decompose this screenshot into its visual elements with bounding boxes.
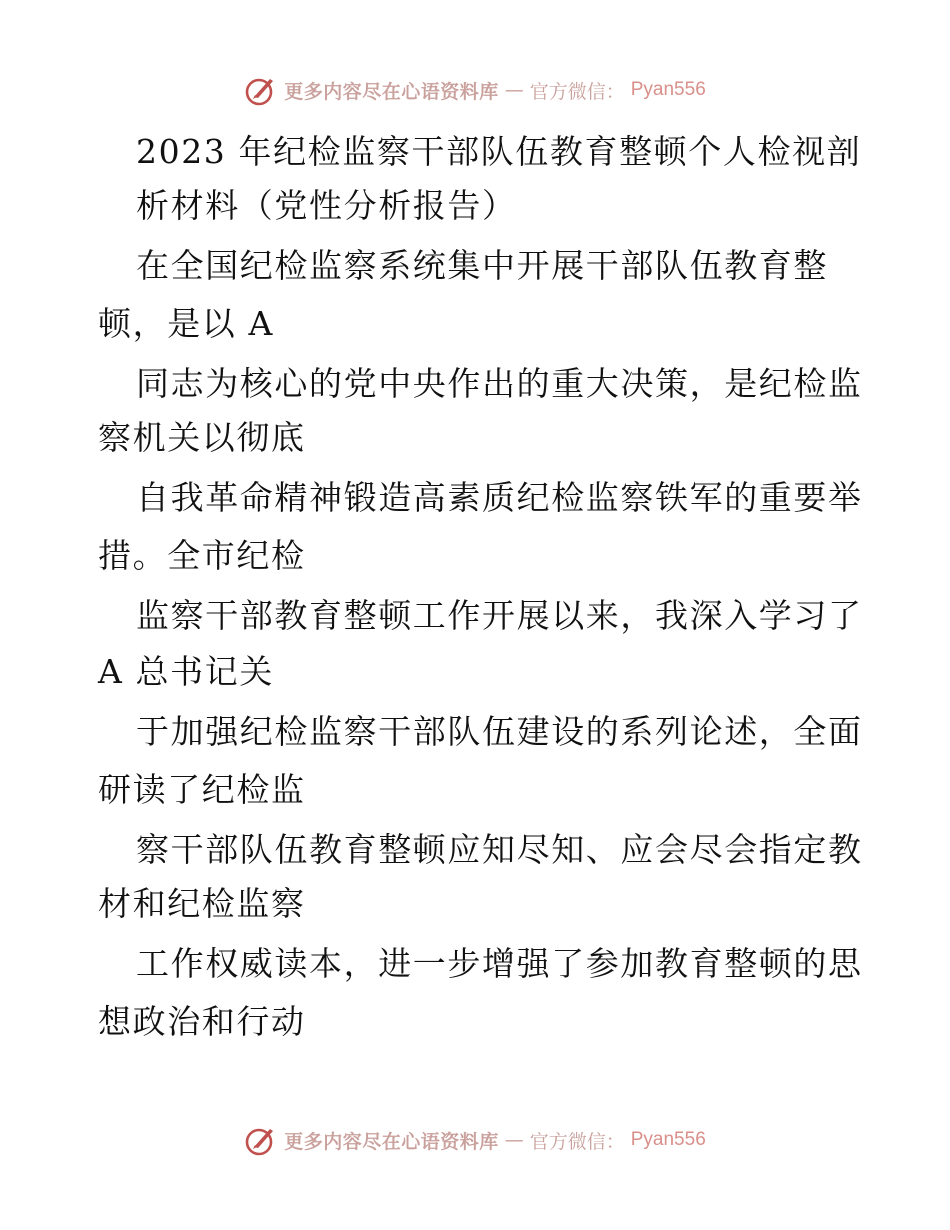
watermark-separator: — <box>504 79 524 101</box>
quill-logo-icon <box>244 73 278 107</box>
paragraph-line: 自我革命精神锻造高素质纪检监察铁军的重要举 <box>136 478 863 517</box>
paragraph-line: 想政治和行动 <box>98 1002 306 1041</box>
header-watermark <box>0 70 950 110</box>
document-title-line-2: 析材料（党性分析报告） <box>136 186 517 225</box>
document-title-line-1: 2023 年纪检监察干部队伍教育整顿个人检视剖 <box>136 132 862 171</box>
paragraph-line: 研读了纪检监 <box>98 770 306 809</box>
paragraph-line: 察干部队伍教育整顿应知尽知、应会尽会指定教 <box>136 830 863 869</box>
paragraph-line: 工作权威读本，进一步增强了参加教育整顿的思 <box>136 944 863 983</box>
watermark-contact-label: 官方微信： <box>529 1130 625 1153</box>
watermark-brand: 更多内容尽在心语资料库 <box>284 80 499 103</box>
watermark-contact-label: 官方微信： <box>529 80 625 103</box>
watermark-wechat-id: Pyan556 <box>630 1129 706 1150</box>
quill-logo-icon <box>244 1123 278 1157</box>
paragraph-line: 同志为核心的党中央作出的重大决策，是纪检监 <box>136 364 863 403</box>
watermark-brand: 更多内容尽在心语资料库 <box>284 1130 499 1153</box>
paragraph-line: A 总书记关 <box>98 652 274 691</box>
paragraph-line: 察机关以彻底 <box>98 418 306 457</box>
paragraph-line: 监察干部教育整顿工作开展以来，我深入学习了 <box>136 596 863 635</box>
paragraph-line: 措。全市纪检 <box>98 536 306 575</box>
paragraph-line: 于加强纪检监察干部队伍建设的系列论述，全面 <box>136 712 863 751</box>
paragraph-line: 材和纪检监察 <box>98 884 306 923</box>
paragraph-line: 顿，是以 A <box>98 304 274 343</box>
watermark-wechat-id: Pyan556 <box>630 79 706 100</box>
watermark-separator: — <box>504 1129 524 1151</box>
footer-watermark <box>0 1120 950 1160</box>
paragraph-line: 在全国纪检监察系统集中开展干部队伍教育整 <box>136 246 828 285</box>
